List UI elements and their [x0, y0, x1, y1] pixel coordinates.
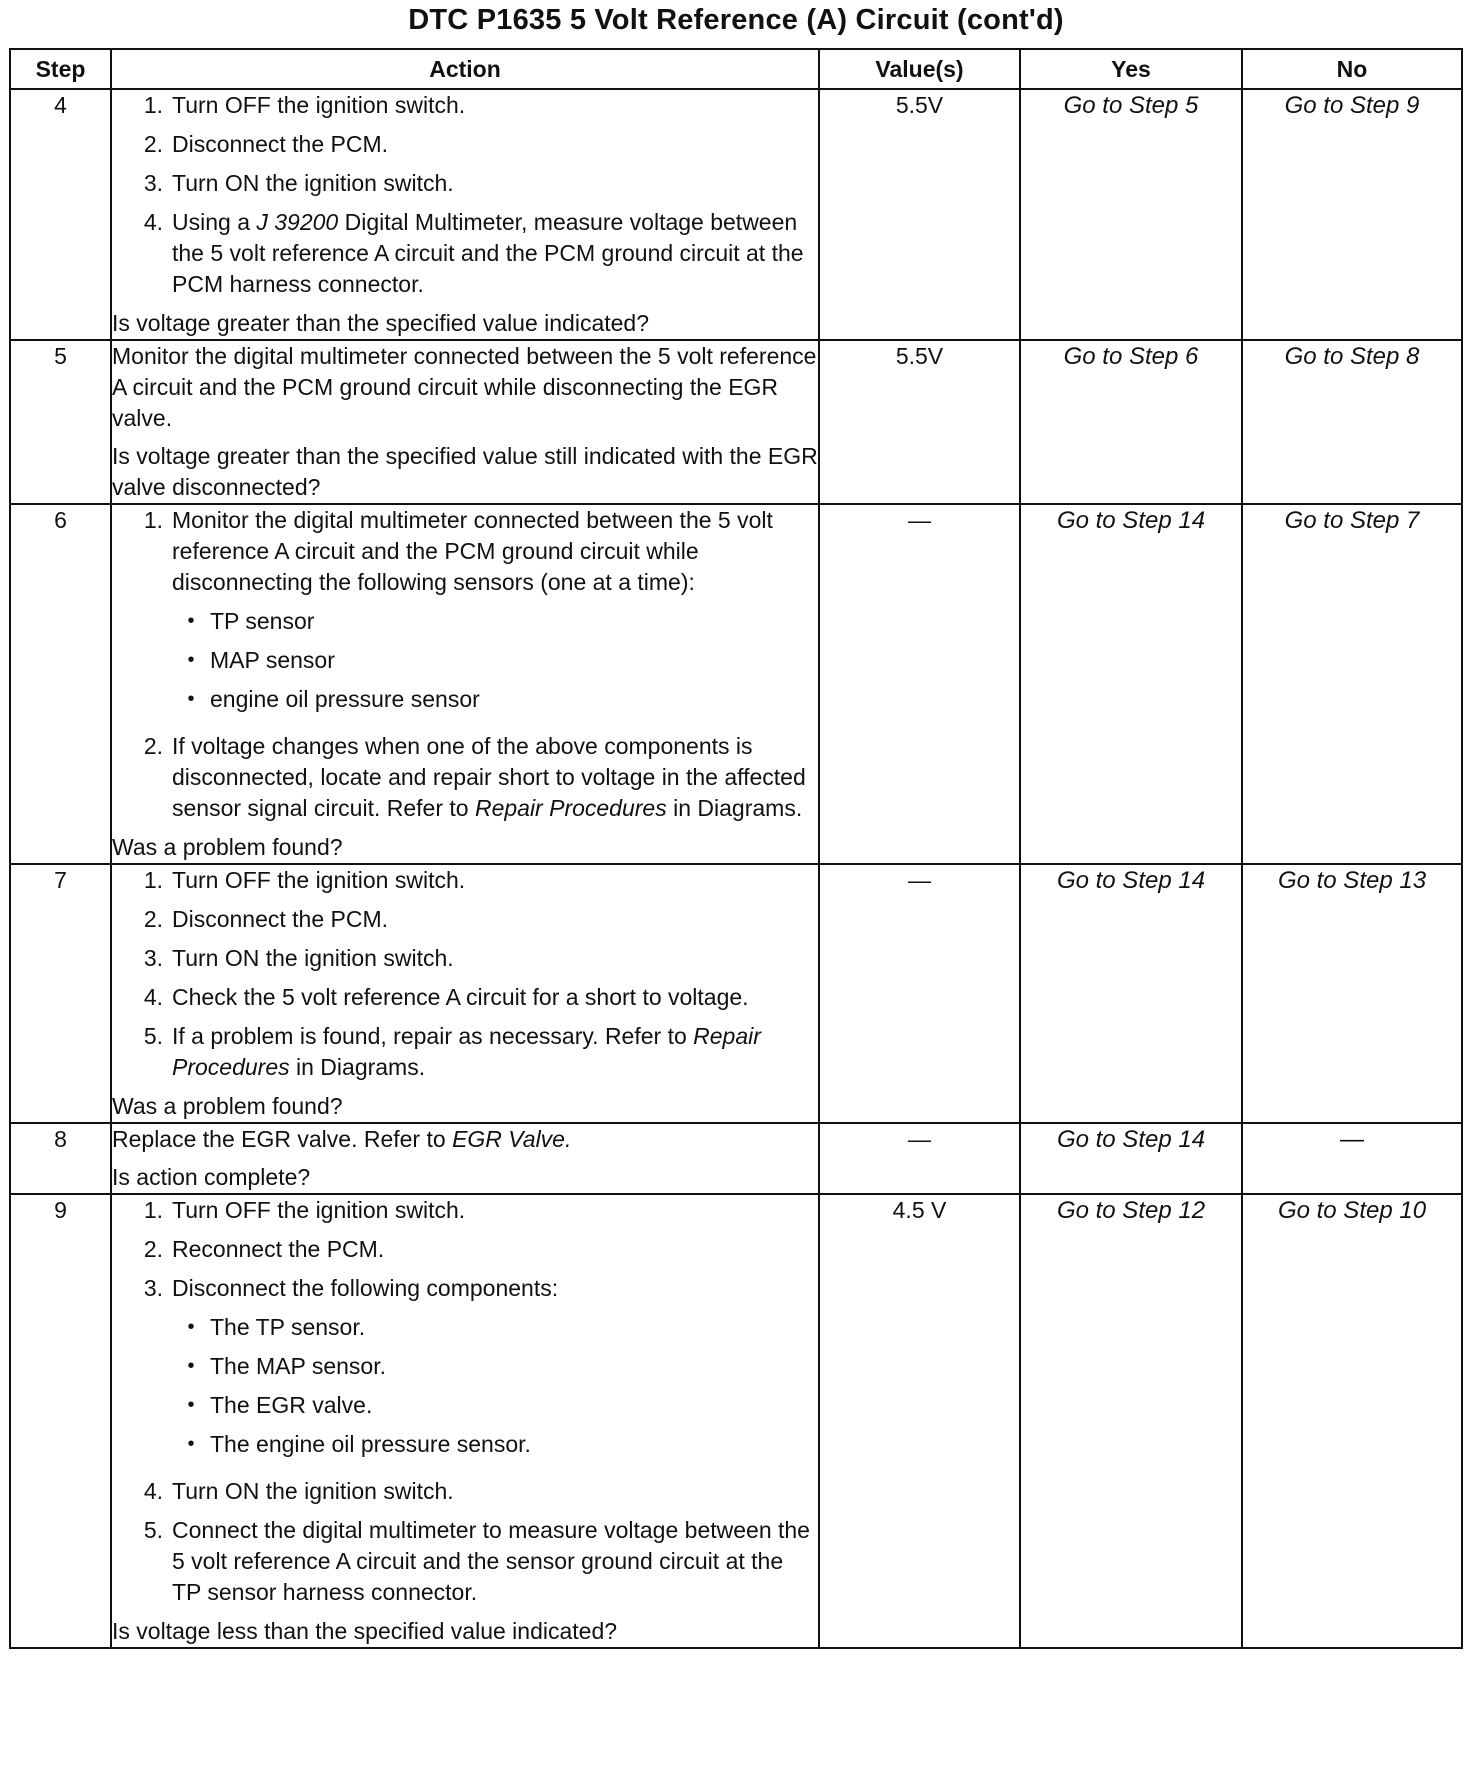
bullet-icon: • — [187, 1316, 195, 1338]
bullet-item — [172, 1351, 818, 1382]
header-yes: Yes — [1020, 49, 1242, 89]
action-item — [112, 982, 818, 1013]
action-item-text: Turn OFF the ignition switch. — [172, 867, 466, 893]
action-item-text: Disconnect the PCM. — [172, 906, 389, 932]
bullet-icon: • — [187, 1394, 195, 1416]
action-cell — [111, 504, 819, 864]
action-cell — [111, 340, 819, 504]
action-item-text: Check the 5 volt reference A circuit for a short to voltage. — [172, 984, 749, 1010]
action-item — [112, 90, 818, 121]
action-list — [112, 1195, 818, 1608]
header-action: Action — [111, 49, 819, 89]
header-no: No — [1242, 49, 1462, 89]
no-goto: Go to Step 7 — [1242, 504, 1462, 864]
action-item-number: 1. — [143, 507, 163, 533]
step-number: 8 — [10, 1123, 111, 1194]
action-item-text: Disconnect the PCM. — [172, 131, 389, 157]
step-number: 5 — [10, 340, 111, 504]
action-cell — [111, 864, 819, 1123]
action-item-number: 4. — [143, 1478, 163, 1504]
action-question: Was a problem found? — [112, 1093, 343, 1119]
action-item — [112, 1195, 818, 1226]
table-row — [10, 864, 1462, 1123]
action-item-number: 4. — [143, 209, 163, 235]
action-paragraph: Monitor the digital multimeter connected between the 5 volt reference A circuit and the PCM ground circuit while disconnecting the EGR valve. — [112, 343, 817, 431]
bullet-text: The EGR valve. — [210, 1392, 373, 1418]
action-cell — [111, 1123, 819, 1194]
table-body — [10, 89, 1462, 1648]
action-item-text: Reconnect the PCM. — [172, 1236, 385, 1262]
action-item — [112, 505, 818, 723]
value-cell: — — [819, 1123, 1020, 1194]
action-item-number: 3. — [143, 945, 163, 971]
action-item — [112, 1515, 818, 1608]
action-item-text: Disconnect the following components: • The TP sensor. • The MAP sensor. • The EGR valve. • The engine oil pressure sensor. — [172, 1273, 818, 1468]
bullet-list — [172, 606, 818, 715]
no-goto: Go to Step 10 — [1242, 1194, 1462, 1648]
value-cell: — — [819, 864, 1020, 1123]
action-item — [112, 865, 818, 896]
bullet-text: engine oil pressure sensor — [210, 686, 480, 712]
no-goto: Go to Step 13 — [1242, 864, 1462, 1123]
action-cell — [111, 1194, 819, 1648]
action-item-number: 1. — [143, 867, 163, 893]
bullet-text: The engine oil pressure sensor. — [210, 1431, 531, 1457]
yes-goto: Go to Step 14 — [1020, 504, 1242, 864]
italic-reference: J 39200 — [256, 209, 339, 235]
table-row — [10, 1123, 1462, 1194]
action-item-text: Monitor the digital multimeter connected between the 5 volt reference A circuit and the PCM ground circuit while disconnecting the following sensors (one at a time): • TP sensor • MAP sensor • engine oil pressure sensor — [172, 505, 818, 723]
no-goto: Go to Step 9 — [1242, 89, 1462, 340]
table-header-row — [10, 49, 1462, 89]
bullet-item — [172, 606, 818, 637]
action-item — [112, 1021, 818, 1083]
action-item-text: Using a J 39200 Digital Multimeter, measure voltage between the 5 volt reference A circuit and the PCM ground circuit at the PCM harness connector. — [172, 209, 804, 297]
action-question: Is voltage less than the specified value indicated? — [112, 1618, 618, 1644]
action-item — [112, 1273, 818, 1468]
italic-reference: EGR Valve. — [452, 1126, 572, 1152]
table-row — [10, 1194, 1462, 1648]
bullet-icon: • — [187, 1433, 195, 1455]
italic-reference: Repair Procedures — [474, 795, 667, 821]
action-list — [112, 505, 818, 824]
action-item-number: 2. — [143, 733, 163, 759]
action-cell — [111, 89, 819, 340]
italic-reference: Repair Procedures — [172, 1023, 761, 1080]
yes-goto: Go to Step 14 — [1020, 864, 1242, 1123]
bullet-list — [172, 1312, 818, 1460]
action-item — [112, 168, 818, 199]
page-title: DTC P1635 5 Volt Reference (A) Circuit (cont'd) — [408, 4, 1064, 36]
bullet-icon: • — [187, 688, 195, 710]
action-item-text: Turn ON the ignition switch. — [172, 170, 454, 196]
step-number: 6 — [10, 504, 111, 864]
action-item — [112, 943, 818, 974]
action-item — [112, 1234, 818, 1265]
action-item-number: 5. — [143, 1023, 163, 1049]
action-item — [112, 731, 818, 824]
bullet-item — [172, 645, 818, 676]
bullet-text: TP sensor — [210, 608, 315, 634]
bullet-icon: • — [187, 1355, 195, 1377]
action-item — [112, 1476, 818, 1507]
action-item-number: 1. — [143, 92, 163, 118]
action-item-number: 2. — [143, 1236, 163, 1262]
action-question: Is voltage greater than the specified value still indicated with the EGR valve disconnected? — [112, 443, 818, 500]
bullet-icon: • — [187, 610, 195, 632]
yes-goto: Go to Step 14 — [1020, 1123, 1242, 1194]
action-item — [112, 904, 818, 935]
action-item-number: 2. — [143, 131, 163, 157]
action-item — [112, 129, 818, 160]
action-item-text: Turn OFF the ignition switch. — [172, 92, 466, 118]
bullet-item — [172, 1312, 818, 1343]
value-cell: 5.5V — [819, 340, 1020, 504]
action-item-text: If voltage changes when one of the above components is disconnected, locate and repair short to voltage in the affected sensor signal circuit. Refer to Repair Procedures in Diagrams. — [172, 733, 806, 821]
action-question: Was a problem found? — [112, 834, 343, 860]
step-number: 9 — [10, 1194, 111, 1648]
table-row — [10, 89, 1462, 340]
yes-goto: Go to Step 6 — [1020, 340, 1242, 504]
action-item-text: Connect the digital multimeter to measure voltage between the 5 volt reference A circuit and the sensor ground circuit at the TP sensor harness connector. — [172, 1517, 810, 1605]
action-item-text: If a problem is found, repair as necessary. Refer to Repair Procedures in Diagrams. — [172, 1023, 761, 1080]
value-cell: 4.5 V — [819, 1194, 1020, 1648]
action-item-number: 2. — [143, 906, 163, 932]
action-item-number: 5. — [143, 1517, 163, 1543]
action-item-number: 3. — [143, 170, 163, 196]
action-list — [112, 90, 818, 300]
table-row — [10, 504, 1462, 864]
action-item — [112, 207, 818, 300]
action-question: Is action complete? — [112, 1164, 311, 1190]
action-item-number: 3. — [143, 1275, 163, 1301]
bullet-text: The MAP sensor. — [210, 1353, 386, 1379]
action-item-number: 1. — [143, 1197, 163, 1223]
table-row — [10, 340, 1462, 504]
step-number: 7 — [10, 864, 111, 1123]
diagnostic-table — [9, 48, 1463, 1649]
bullet-item — [172, 684, 818, 715]
action-question: Is voltage greater than the specified value indicated? — [112, 310, 650, 336]
action-paragraph: Replace the EGR valve. Refer to EGR Valve. — [112, 1126, 572, 1152]
yes-goto: Go to Step 5 — [1020, 89, 1242, 340]
yes-goto: Go to Step 12 — [1020, 1194, 1242, 1648]
bullet-text: MAP sensor — [210, 647, 335, 673]
action-item-text: Turn OFF the ignition switch. — [172, 1197, 466, 1223]
bullet-item — [172, 1390, 818, 1421]
action-list — [112, 865, 818, 1083]
bullet-text: The TP sensor. — [210, 1314, 366, 1340]
step-number: 4 — [10, 89, 111, 340]
action-item-text: Turn ON the ignition switch. — [172, 945, 454, 971]
no-goto: — — [1242, 1123, 1462, 1194]
action-item-text: Turn ON the ignition switch. — [172, 1478, 454, 1504]
bullet-item — [172, 1429, 818, 1460]
no-goto: Go to Step 8 — [1242, 340, 1462, 504]
value-cell: — — [819, 504, 1020, 864]
bullet-icon: • — [187, 649, 195, 671]
action-item-number: 4. — [143, 984, 163, 1010]
header-values: Value(s) — [819, 49, 1020, 89]
header-step: Step — [10, 49, 111, 89]
value-cell: 5.5V — [819, 89, 1020, 340]
